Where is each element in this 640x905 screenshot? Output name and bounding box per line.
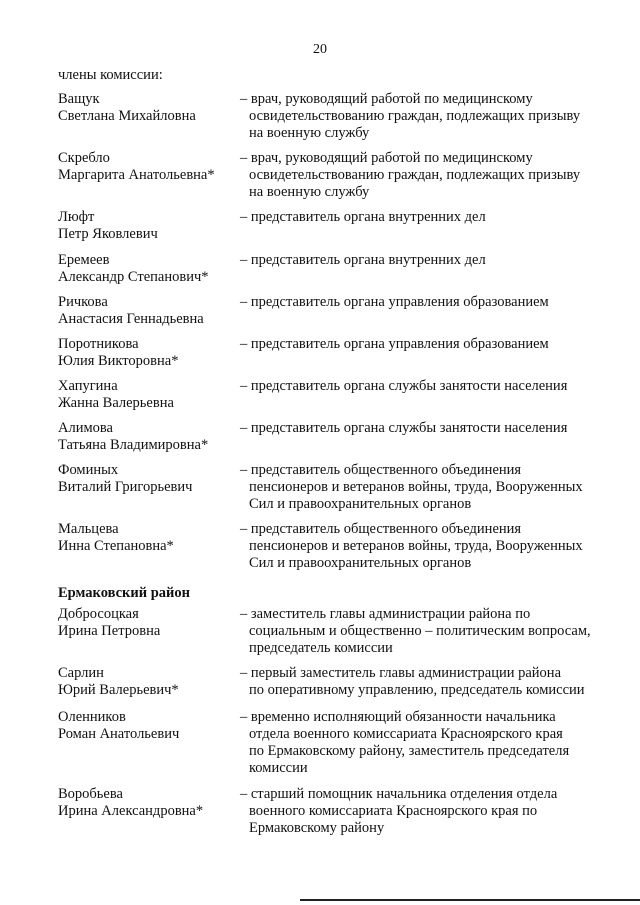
member-role-line: освидетельствованию граждан, подлежащих призыву: [249, 167, 581, 183]
member-surname: Ричкова: [58, 294, 108, 310]
member-role: [240, 420, 600, 437]
member-role: [240, 150, 600, 201]
member-role-line: – старший помощник начальника отделения отдела: [240, 786, 558, 802]
member-surname: Сарлин: [58, 665, 104, 681]
member-role-line: – представитель органа управления образованием: [240, 336, 549, 352]
member-role-line: пенсионеров и ветеранов войны, труда, Вооруженных: [249, 538, 583, 554]
member-name: [58, 294, 238, 328]
member-role-line: – представитель органа службы занятости населения: [240, 378, 568, 394]
member-role-line: – врач, руководящий работой по медицинскому: [240, 91, 533, 107]
member-given-names: Ирина Петровна: [58, 623, 161, 639]
member-given-names: Татьяна Владимировна*: [58, 437, 209, 453]
member-surname: Поротникова: [58, 336, 139, 352]
member-role: [240, 378, 600, 395]
member-role-line: по Ермаковскому району, заместитель председателя: [249, 743, 570, 759]
member-given-names: Жанна Валерьевна: [58, 395, 174, 411]
member-role-line: Ермаковскому району: [249, 820, 385, 836]
member-name: [58, 521, 238, 555]
member-surname: Люфт: [58, 209, 95, 225]
member-surname: Ващук: [58, 91, 100, 107]
member-role-line: на военную службу: [249, 125, 370, 141]
member-role: [240, 709, 600, 777]
member-role-line: – временно исполняющий обязанности начальника: [240, 709, 556, 725]
member-name: [58, 378, 238, 412]
member-role: [240, 786, 600, 837]
member-role-line: – первый заместитель главы администрации района: [240, 665, 562, 681]
member-given-names: Инна Степановна*: [58, 538, 174, 554]
member-role-line: – представитель органа внутренних дел: [240, 252, 486, 268]
member-name: [58, 252, 238, 286]
member-role-line: – представитель органа внутренних дел: [240, 209, 486, 225]
member-role-line: военного комиссариата Красноярского края по: [249, 803, 538, 819]
member-role-line: Сил и правоохранительных органов: [249, 496, 472, 512]
member-name: [58, 209, 238, 243]
member-name: [58, 336, 238, 370]
member-role-line: – представитель общественного объединения: [240, 462, 522, 478]
member-surname: Фоминых: [58, 462, 119, 478]
member-given-names: Светлана Михайловна: [58, 108, 196, 124]
member-name: [58, 709, 238, 743]
member-given-names: Петр Яковлевич: [58, 226, 158, 242]
member-role-line: отдела военного комиссариата Красноярского края: [249, 726, 563, 742]
member-role-line: на военную службу: [249, 184, 370, 200]
member-given-names: Роман Анатольевич: [58, 726, 180, 742]
member-role-line: Сил и правоохранительных органов: [249, 555, 472, 571]
member-surname: Алимова: [58, 420, 113, 436]
member-role-line: – врач, руководящий работой по медицинскому: [240, 150, 533, 166]
member-surname: Добросоцкая: [58, 606, 139, 622]
member-surname: Воробьева: [58, 786, 123, 802]
commission-members-heading: члены комиссии:: [58, 67, 163, 83]
member-surname: Скребло: [58, 150, 110, 166]
member-role: [240, 252, 600, 269]
member-role: [240, 665, 600, 699]
member-role: [240, 91, 600, 142]
member-given-names: Юлия Викторовна*: [58, 353, 179, 369]
member-name: [58, 665, 238, 699]
member-role-line: – заместитель главы администрации района по: [240, 606, 531, 622]
member-role-line: – представитель органа службы занятости населения: [240, 420, 568, 436]
member-role: [240, 294, 600, 311]
member-role: [240, 462, 600, 513]
member-role-line: социальным и общественно – политическим вопросам,: [249, 623, 591, 639]
member-name: [58, 91, 238, 125]
member-role-line: по оперативному управлению, председатель комиссии: [249, 682, 585, 698]
member-name: [58, 786, 238, 820]
member-surname: Мальцева: [58, 521, 119, 537]
member-given-names: Александр Степанович*: [58, 269, 209, 285]
member-role: [240, 521, 600, 572]
member-surname: Еремеев: [58, 252, 110, 268]
member-surname: Оленников: [58, 709, 126, 725]
member-role: [240, 606, 600, 657]
member-role-line: пенсионеров и ветеранов войны, труда, Вооруженных: [249, 479, 583, 495]
member-given-names: Анастасия Геннадьевна: [58, 311, 204, 327]
member-role-line: освидетельствованию граждан, подлежащих призыву: [249, 108, 581, 124]
member-name: [58, 420, 238, 454]
member-given-names: Ирина Александровна*: [58, 803, 204, 819]
member-given-names: Маргарита Анатольевна*: [58, 167, 215, 183]
member-name: [58, 606, 238, 640]
member-name: [58, 462, 238, 496]
member-role: [240, 336, 600, 353]
member-role-line: комиссии: [249, 760, 308, 776]
member-surname: Хапугина: [58, 378, 118, 394]
member-role-line: – представитель общественного объединения: [240, 521, 522, 537]
member-role: [240, 209, 600, 226]
bottom-rule: [300, 899, 640, 901]
member-given-names: Юрий Валерьевич*: [58, 682, 179, 698]
member-role-line: – представитель органа управления образованием: [240, 294, 549, 310]
district-heading: Ермаковский район: [58, 585, 191, 601]
page-number: 20: [313, 42, 327, 57]
member-given-names: Виталий Григорьевич: [58, 479, 193, 495]
member-role-line: председатель комиссии: [249, 640, 393, 656]
member-name: [58, 150, 238, 184]
